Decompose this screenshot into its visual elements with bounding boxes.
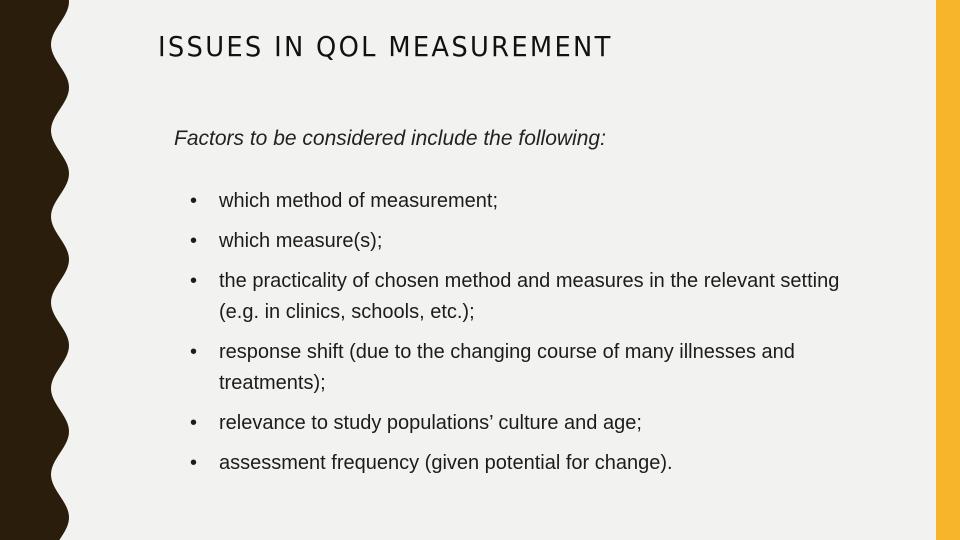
bullet-item xyxy=(190,186,850,217)
right-accent-bar xyxy=(936,0,960,540)
bullet-item xyxy=(190,448,850,479)
bullet-symbol: • xyxy=(190,412,198,434)
bullet-symbol: • xyxy=(190,452,198,474)
bullet-symbol: • xyxy=(190,270,198,292)
bullet-text: assessment frequency (given potential for change). xyxy=(219,452,673,474)
bullet-text: response shift (due to the changing course of many illnesses and treatments); xyxy=(219,341,795,394)
bullet-item xyxy=(190,226,850,257)
bullet-text: which method of measurement; xyxy=(219,190,499,212)
slide-subtitle: Factors to be considered include the following: xyxy=(174,127,606,150)
slide-title: ISSUES IN QOL MEASUREMENT xyxy=(158,30,613,63)
bullet-item xyxy=(190,408,850,439)
bullet-item xyxy=(190,266,850,328)
bullet-symbol: • xyxy=(190,230,198,252)
bullet-symbol: • xyxy=(190,190,198,212)
bullet-text: the practicality of chosen method and measures in the relevant setting (e.g. in clinics, schools, etc.); xyxy=(219,270,840,323)
bullet-text: which measure(s); xyxy=(219,230,383,252)
bullet-list xyxy=(190,186,850,488)
bullet-symbol: • xyxy=(190,341,198,363)
wavy-left-border xyxy=(0,0,80,540)
bullet-item xyxy=(190,337,850,399)
bullet-text: relevance to study populations’ culture and age; xyxy=(219,412,642,434)
